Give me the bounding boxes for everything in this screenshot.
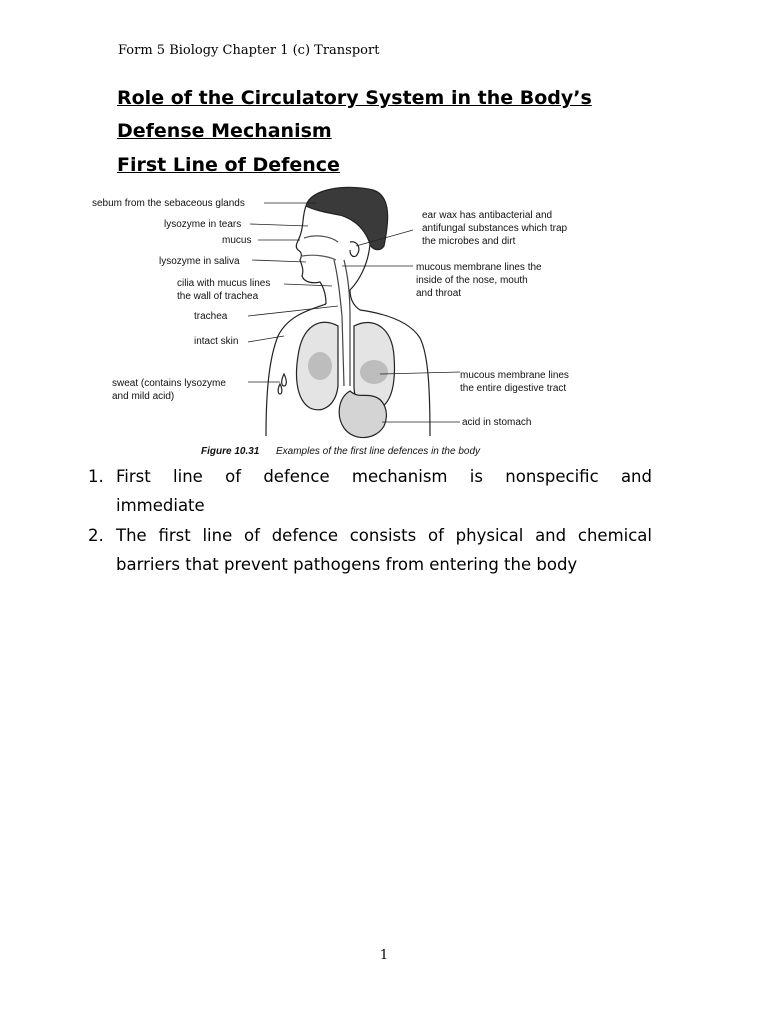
label-digestive-1: mucous membrane lines — [460, 370, 569, 381]
label-lysozyme-tears: lysozyme in tears — [164, 219, 242, 230]
label-ear-wax-2: antifungal substances which trap — [422, 223, 568, 234]
figure-caption-number: Figure 10.31 — [201, 446, 260, 457]
page-number: 1 — [379, 948, 389, 963]
list-item-line: First line of defence mechanism is nonspecific and — [116, 467, 652, 486]
list-number: 2. — [88, 526, 104, 545]
list-item — [88, 521, 652, 579]
label-mucus: mucus — [222, 235, 252, 246]
label-intact-skin: intact skin — [194, 336, 239, 347]
label-sweat-2: and mild acid) — [112, 391, 175, 402]
label-ear-wax-3: the microbes and dirt — [422, 236, 516, 247]
label-lysozyme-saliva: lysozyme in saliva — [159, 256, 240, 267]
label-mucous-nose-1: mucous membrane lines the — [416, 262, 542, 273]
page-header: Form 5 Biology Chapter 1 (c) Transport — [118, 43, 380, 58]
label-sebum: sebum from the sebaceous glands — [92, 198, 245, 209]
title-line-2: Defense Mechanism — [117, 120, 332, 142]
section-heading: First Line of Defence — [117, 154, 340, 176]
label-digestive-2: the entire digestive tract — [460, 383, 567, 394]
first-line-defence-figure — [88, 186, 648, 462]
figure-caption-text: Examples of the first line defences in the body — [276, 446, 481, 457]
label-sweat-1: sweat (contains lysozyme — [112, 378, 226, 389]
label-cilia-2: the wall of trachea — [177, 291, 259, 302]
numbered-list — [88, 462, 652, 579]
title-line-1: Role of the Circulatory System in the Body’s — [117, 87, 592, 109]
list-item-line: barriers that prevent pathogens from entering the body — [116, 555, 578, 574]
label-ear-wax-1: ear wax has antibacterial and — [422, 210, 553, 221]
list-item-line: immediate — [116, 496, 205, 515]
label-mucous-nose-3: and throat — [416, 288, 462, 299]
list-item — [88, 462, 652, 520]
label-mucous-nose-2: inside of the nose, mouth — [416, 275, 528, 286]
list-number: 1. — [88, 467, 104, 486]
list-item-line: The first line of defence consists of physical and chemical — [116, 526, 652, 545]
label-cilia-1: cilia with mucus lines — [177, 278, 271, 289]
label-acid-stomach: acid in stomach — [462, 417, 532, 428]
label-trachea: trachea — [194, 311, 228, 322]
body-illustration — [266, 187, 430, 437]
